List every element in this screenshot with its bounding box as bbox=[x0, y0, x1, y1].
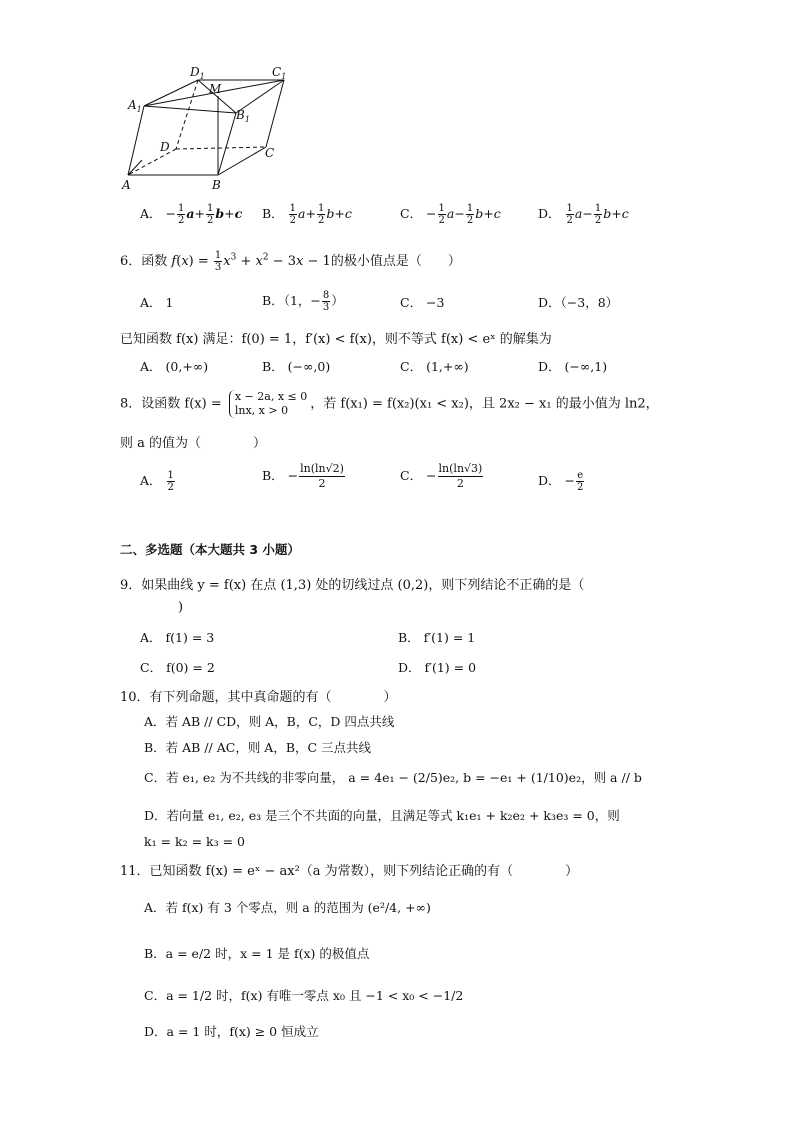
q5-option-a: A． − $\frac{1}{2}$ a+ $\frac{1}{2}$ b+c bbox=[140, 203, 243, 226]
q8-option-d: D． − $\frac{e}{2}$ bbox=[538, 470, 584, 493]
q5-option-b: B． $\frac{1}{2}$ a+ $\frac{1}{2}$ b+c bbox=[262, 203, 352, 226]
q8-option-a: A． $\frac{1}{2}$ bbox=[140, 470, 174, 493]
label-d: D bbox=[160, 140, 170, 154]
label-a1: $A_1$ bbox=[128, 98, 142, 114]
q8-option-b: B． − $\frac{\ln(\ln√2)}{2}$ bbox=[262, 462, 344, 490]
q11-option-b: B．a = e/2 时，x = 1 是 f(x) 的极值点 bbox=[144, 946, 370, 961]
q6-option-c: C． −3 bbox=[400, 295, 445, 310]
q10-option-d-line2: k₁ = k₂ = k₃ = 0 bbox=[144, 834, 245, 849]
q10-stem: 10．有下列命题，其中真命题的有（ ） bbox=[120, 690, 397, 705]
q11-option-d: D．a = 1 时，f(x) ≥ 0 恒成立 bbox=[144, 1024, 319, 1039]
label-a: A bbox=[122, 178, 131, 192]
q8-option-c: C． − $\frac{\ln(\ln√3)}{2}$ bbox=[400, 462, 483, 490]
q6-stem: 6．函数 f(x) = $\frac{1}{3}$ $x^3 + x^2 - 3x - 1$的极小值点是（ ） bbox=[120, 250, 461, 273]
q10-option-a: A．若 AB // CD，则 A，B，C，D 四点共线 bbox=[144, 714, 395, 729]
label-d1: $D_1$ bbox=[190, 65, 205, 81]
q9-option-b: B． f′(1) = 1 bbox=[398, 630, 476, 645]
q6-option-b: B．（1，− $\frac{8}{3}$ ） bbox=[262, 290, 344, 313]
q5-option-d: D． $\frac{1}{2}$ a− $\frac{1}{2}$ b+c bbox=[538, 203, 629, 226]
section-title-multiple-choice: 二、多选题（本大题共 3 小题） bbox=[120, 542, 300, 557]
q8-stem: 8．设函数 f(x) = x − 2a, x ≤ 0 lnx, x > 0 ，若 f(x₁) = f(x₂)(x₁ < x₂)，且 2x₂ − x₁ 的最小值为 ln2， bbox=[120, 390, 659, 417]
q9-stem: 9．如果曲线 y = f(x) 在点 (1,3) 处的切线过点 (0,2)，则下列结论不正确的是（ bbox=[120, 578, 585, 593]
q9-option-a: A． f(1) = 3 bbox=[140, 630, 215, 645]
label-c: C bbox=[265, 146, 275, 160]
q9-option-d: D． f′(1) = 0 bbox=[398, 660, 477, 675]
label-b1: $B_1$ bbox=[236, 108, 250, 124]
q11-option-a: A．若 f(x) 有 3 个零点，则 a 的范围为 (e²/4, +∞) bbox=[144, 900, 431, 915]
q11-stem: 11．已知函数 f(x) = eˣ − ax²（a 为常数），则下列结论正确的有（ ） bbox=[120, 864, 579, 879]
q9-stem-line2: ) bbox=[178, 600, 184, 615]
q8-stem-line2: 则 a 的值为（ ） bbox=[120, 436, 267, 451]
q5-option-c: C． − $\frac{1}{2}$ a− $\frac{1}{2}$ b+c bbox=[400, 203, 501, 226]
q7-stem: 已知函数 f(x) 满足：f(0) = 1，f′(x) < f(x)，则不等式 f(x) < eˣ 的解集为 bbox=[120, 332, 552, 347]
q10-option-d: D．若向量 e₁, e₂, e₃ 是三个不共面的向量，且满足等式 k₁e₁ + k₂e₂ + k₃e₃ = 0，则 bbox=[144, 808, 620, 823]
parallelepiped-figure bbox=[118, 62, 298, 197]
q10-option-b: B．若 AB // AC，则 A，B，C 三点共线 bbox=[144, 740, 372, 755]
q7-option-a: A． (0,+∞) bbox=[140, 359, 209, 374]
label-c1: $C_1$ bbox=[272, 65, 287, 81]
q11-option-c: C．a = 1/2 时，f(x) 有唯一零点 x₀ 且 −1 < x₀ < −1/2 bbox=[144, 988, 464, 1003]
q6-option-d: D．（−3，8） bbox=[538, 295, 619, 310]
q6-option-a: A． 1 bbox=[140, 295, 174, 310]
q7-option-b: B． (−∞,0) bbox=[262, 359, 331, 374]
q7-option-c: C． (1,+∞) bbox=[400, 359, 469, 374]
q9-option-c: C． f(0) = 2 bbox=[140, 660, 215, 675]
label-b: B bbox=[212, 178, 221, 192]
q10-option-c: C．若 e₁, e₂ 为不共线的非零向量， a = 4e₁ − (2/5)e₂, b = −e₁ + (1/10)e₂，则 a // b bbox=[144, 770, 642, 785]
q7-option-d: D． (−∞,1) bbox=[538, 359, 608, 374]
label-m: M bbox=[209, 82, 222, 96]
